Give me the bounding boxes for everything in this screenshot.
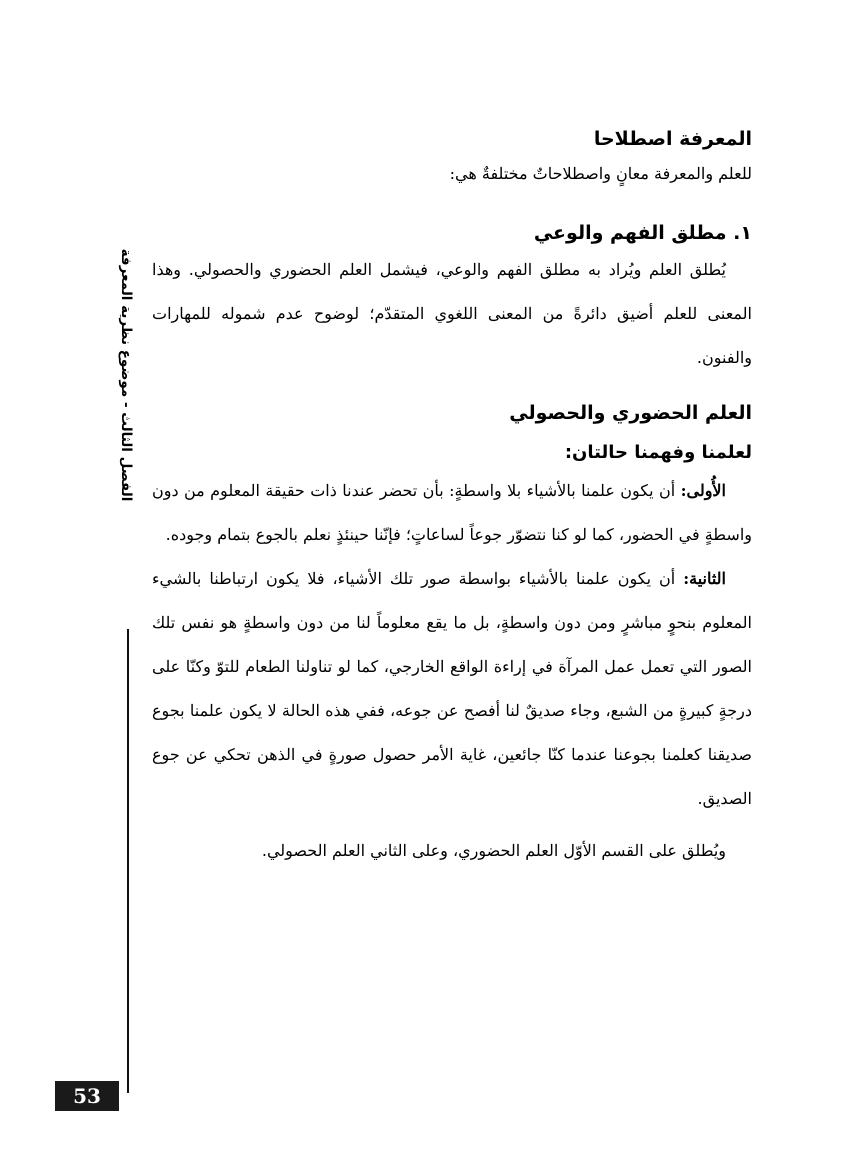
section-heading-presential: العلم الحضوري والحصولي [509,402,752,424]
item-heading-understanding: ١. مطلق الفهم والوعي [533,222,752,244]
section-subtitle: لعلمنا وفهمنا حالتان: [564,442,752,463]
page-number: 53 [55,1081,119,1111]
first-state-lead: الأُولى: [680,481,726,500]
section-heading-terminology: المعرفة اصطلاحا [593,128,752,150]
second-state-lead: الثانية: [683,569,726,588]
paragraph-first-state [152,469,752,557]
paragraph-closing: ويُطلق على القسم الأوّل العلم الحضوري، وعلى الثاني العلم الحصولي. [261,841,726,860]
paragraph-second-state [152,557,752,821]
page-content [152,128,752,873]
first-state-text: أن يكون علمنا بالأشياء بلا واسطةٍ: بأن تحضر عندنا ذات حقيقة المعلوم من دون واسطةٍ في الحضور، كما لو كنا نتضوّر جوعاً لساعاتٍ؛ فإنّنا حينئذٍ نعلم بالجوع بتمام وجوده. [152,481,752,544]
item-paragraph-understanding: يُطلق العلم ويُراد به مطلق الفهم والوعي، فيشمل العلم الحضوري والحصولي. وهذا المعنى للعلم أضيق دائرةً من المعنى اللغوي المتقدّم؛ لوضوح عدم شموله للمهارات والفنون. [152,260,752,367]
section-intro: للعلم والمعرفة معانٍ واصطلاحاتٌ مختلفةٌ هي: [449,164,752,183]
running-chapter-header: الفصل الثالث - موضوع نظرية المعرفة [111,121,141,629]
second-state-text: أن يكون علمنا بالأشياء بواسطة صور تلك الأشياء، فلا يكون ارتباطنا بالشيء المعلوم بنحوٍ مباشرٍ ومن دون واسطةٍ، بل ما يقع معلوماً لنا من دون واسطةٍ هو نفس تلك الصور التي تعمل عمل المرآة في إراءة الواقع الخارجي، كما لو تناولنا الطعام للتوّ وكنّا على درجةٍ كبيرةٍ من الشبع، وجاء صديقٌ لنا أفصح عن جوعه، ففي هذه الحالة لا يكون علمنا بجوع صديقنا كعلمنا بجوعنا عندما كنّا جائعين، غاية الأمر حصول صورةٍ في الذهن تحكي عن جوع الصديق. [152,569,753,808]
